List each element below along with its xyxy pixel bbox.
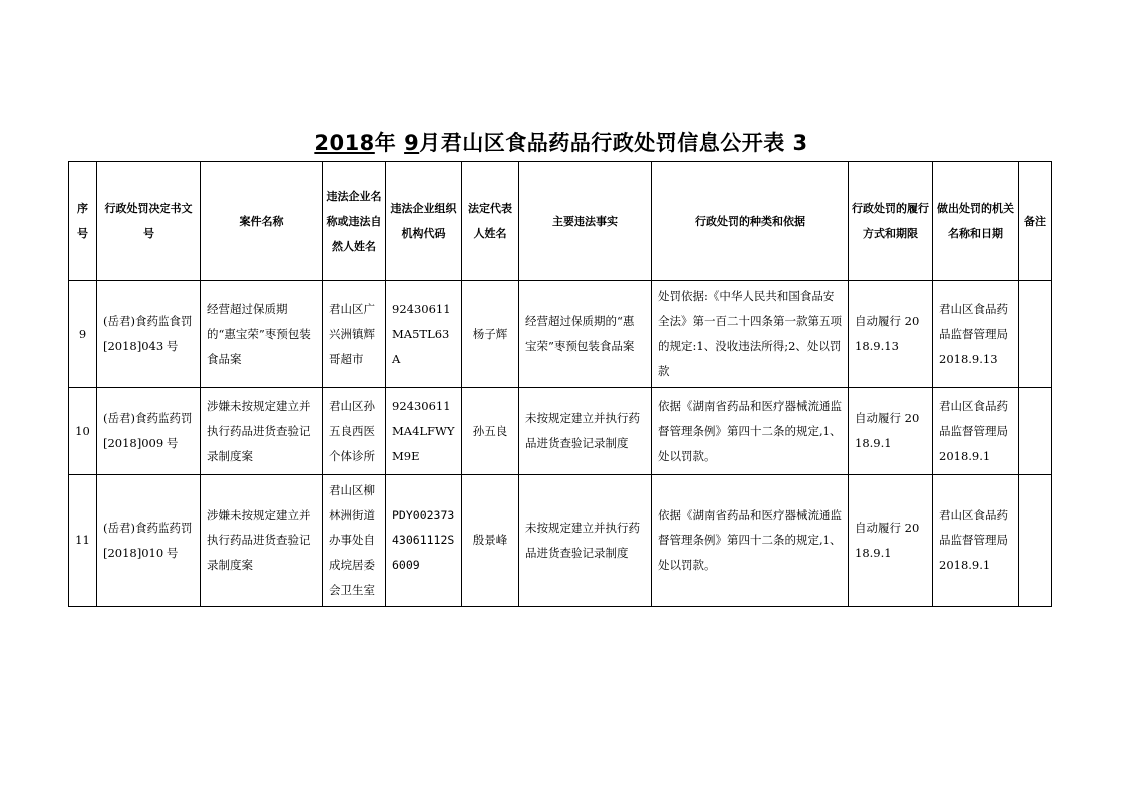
cell-legal-rep: 殷景峰: [462, 475, 519, 607]
cell-case-name: 涉嫌未按规定建立并执行药品进货查验记录制度案: [201, 388, 323, 475]
cell-remark: [1019, 388, 1052, 475]
penalty-table: [68, 161, 1052, 607]
cell-doc-no: (岳君)食药监药罚[2018]009 号: [97, 388, 201, 475]
cell-seq: 10: [69, 388, 97, 475]
cell-authority: 君山区食品药品监督管理局 2018.9.13: [933, 281, 1019, 388]
cell-fulfil: 自动履行 2018.9.13: [849, 281, 933, 388]
header-case-name: 案件名称: [201, 162, 323, 281]
cell-legal-rep: 孙五良: [462, 388, 519, 475]
cell-case-name: 经营超过保质期的“惠宝荣”枣预包装食品案: [201, 281, 323, 388]
cell-fulfil: 自动履行 2018.9.1: [849, 475, 933, 607]
cell-fulfil: 自动履行 2018.9.1: [849, 388, 933, 475]
cell-basis: 依据《湖南省药品和医疗器械流通监督管理条例》第四十二条的规定,1、处以罚款。: [652, 388, 849, 475]
cell-org-code: PDY00237343061112S6009: [386, 475, 462, 607]
header-authority: 做出处罚的机关名称和日期: [933, 162, 1019, 281]
cell-facts: 未按规定建立并执行药品进货查验记录制度: [519, 475, 652, 607]
header-facts: 主要违法事实: [519, 162, 652, 281]
cell-facts: 未按规定建立并执行药品进货查验记录制度: [519, 388, 652, 475]
table-row: [69, 388, 1052, 475]
header-party: 违法企业名称或违法自然人姓名: [323, 162, 386, 281]
cell-remark: [1019, 475, 1052, 607]
cell-basis: 处罚依据:《中华人民共和国食品安全法》第一百二十四条第一款第五项的规定:1、没收违法所得;2、处以罚款: [652, 281, 849, 388]
cell-legal-rep: 杨子辉: [462, 281, 519, 388]
cell-authority: 君山区食品药品监督管理局 2018.9.1: [933, 475, 1019, 607]
title-month: 9: [404, 131, 420, 155]
cell-party: 君山区广兴洲镇辉哥超市: [323, 281, 386, 388]
cell-doc-no: (岳君)食药监食罚[2018]043 号: [97, 281, 201, 388]
table-header-row: [69, 162, 1052, 281]
header-legal-rep: 法定代表人姓名: [462, 162, 519, 281]
table-row: [69, 475, 1052, 607]
cell-remark: [1019, 281, 1052, 388]
header-org-code: 违法企业组织机构代码: [386, 162, 462, 281]
title-rest: 月君山区食品药品行政处罚信息公开表 3: [419, 131, 808, 155]
cell-org-code: 92430611MA5TL63A: [386, 281, 462, 388]
cell-org-code: 92430611MA4LFWYM9E: [386, 388, 462, 475]
cell-authority: 君山区食品药品监督管理局 2018.9.1: [933, 388, 1019, 475]
title-year: 2018: [314, 131, 375, 155]
header-seq: 序号: [69, 162, 97, 281]
header-basis: 行政处罚的种类和依据: [652, 162, 849, 281]
page-title: [0, 127, 1122, 157]
cell-facts: 经营超过保质期的“惠宝荣”枣预包装食品案: [519, 281, 652, 388]
cell-basis: 依据《湖南省药品和医疗器械流通监督管理条例》第四十二条的规定,1、处以罚款。: [652, 475, 849, 607]
cell-doc-no: (岳君)食药监药罚[2018]010 号: [97, 475, 201, 607]
header-fulfil: 行政处罚的履行方式和期限: [849, 162, 933, 281]
table-row: [69, 281, 1052, 388]
header-remark: 备注: [1019, 162, 1052, 281]
cell-case-name: 涉嫌未按规定建立并执行药品进货查验记录制度案: [201, 475, 323, 607]
cell-seq: 11: [69, 475, 97, 607]
cell-party: 君山区孙五良西医个体诊所: [323, 388, 386, 475]
header-doc-no: 行政处罚决定书文号: [97, 162, 201, 281]
title-year-suffix: 年: [374, 131, 405, 155]
cell-party: 君山区柳林洲街道办事处自成垸居委会卫生室: [323, 475, 386, 607]
cell-seq: 9: [69, 281, 97, 388]
